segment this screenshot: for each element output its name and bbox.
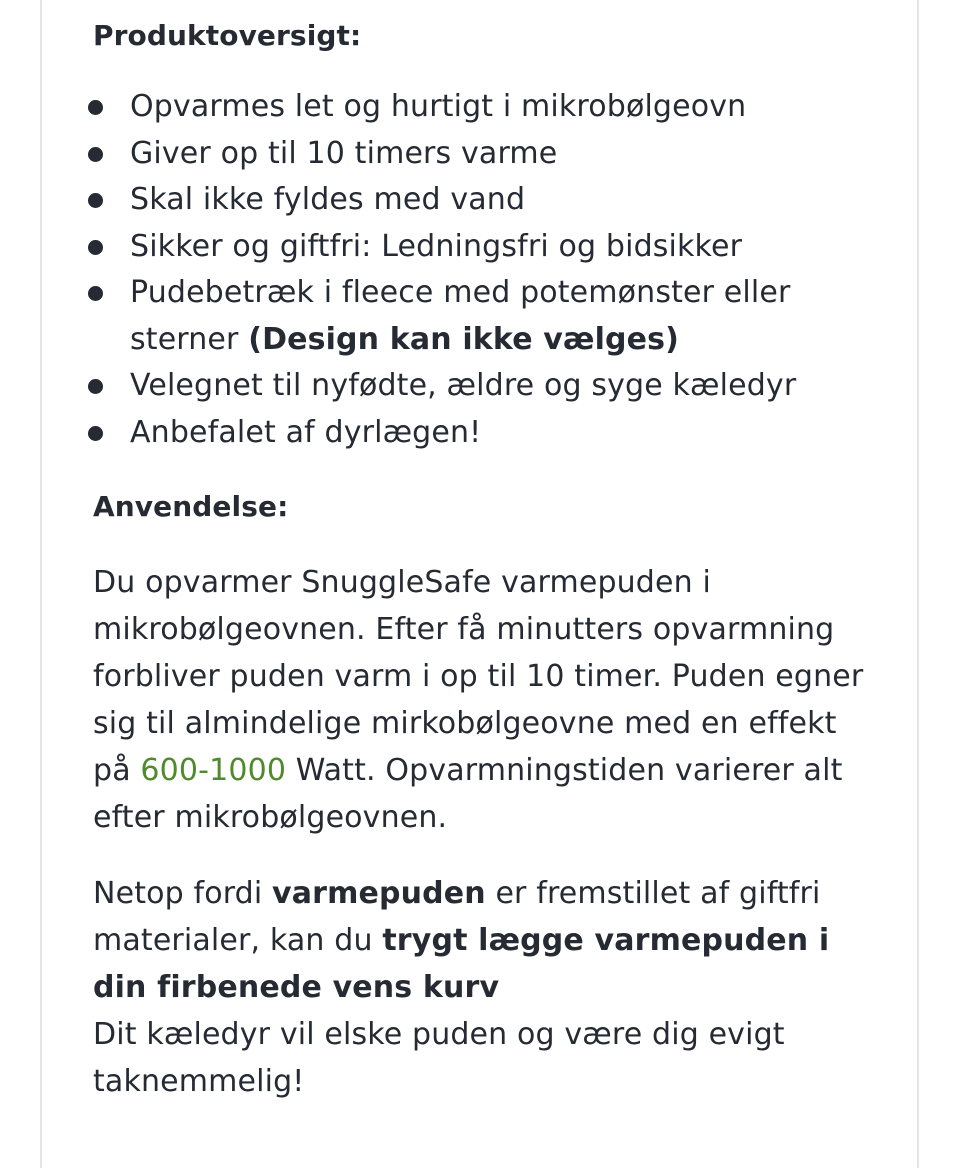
feature-item bbox=[93, 131, 883, 178]
overview-heading: Produktoversigt: bbox=[93, 19, 362, 52]
feature-text: Skal ikke fyldes med vand bbox=[130, 182, 526, 217]
feature-text: Sikker og giftfri: Ledningsfri og bidsikker bbox=[130, 228, 743, 264]
usage-text: Watt. Opvarmningstiden varierer alt efter mikrobølgeovnen. bbox=[93, 753, 843, 835]
wattage-highlight: 600-1000 bbox=[140, 753, 287, 788]
feature-item bbox=[93, 363, 883, 410]
usage-heading: Anvendelse: bbox=[93, 490, 289, 523]
safety-bold: trygt lægge varmepuden i din firbenede vens kurv bbox=[93, 923, 830, 1005]
feature-item bbox=[93, 224, 883, 271]
feature-text: Giver op til 10 timers varme bbox=[130, 135, 558, 171]
safety-text: Dit kæledyr vil elske puden og være dig evigt taknemmelig! bbox=[93, 1017, 785, 1099]
bullet-icon bbox=[88, 240, 103, 255]
bullet-icon bbox=[88, 193, 103, 208]
safety-bold: varmepuden bbox=[272, 876, 486, 911]
usage-paragraph bbox=[93, 559, 883, 841]
usage-text: Du opvarmer SnuggleSafe varmepuden i mikrobølgeovnen. Efter få minutters opvarmning forbliver puden varm i op til 10 timer. Puden egner sig til almindelige mirkobølgeovne med en effekt på bbox=[93, 565, 864, 788]
bullet-icon bbox=[88, 426, 103, 441]
safety-paragraph bbox=[93, 870, 883, 1105]
feature-text: Pudebetræk i fleece med potemønster eller sterner bbox=[130, 275, 791, 357]
feature-list bbox=[93, 84, 883, 456]
feature-text: Velegnet til nyfødte, ældre og syge kæledyr bbox=[130, 368, 797, 403]
feature-bold-note: (Design kan ikke vælges) bbox=[248, 321, 680, 357]
bullet-icon bbox=[88, 100, 103, 115]
feature-text: Opvarmes let og hurtigt i mikrobølgeovn bbox=[130, 89, 747, 124]
feature-item bbox=[93, 410, 883, 457]
bullet-icon bbox=[88, 286, 103, 301]
product-description-content bbox=[93, 0, 883, 1105]
feature-item bbox=[93, 177, 883, 224]
safety-text: er fremstillet af giftfri materialer, kan du bbox=[93, 876, 821, 958]
safety-text: Netop fordi bbox=[93, 876, 273, 911]
feature-text: Anbefalet af dyrlægen! bbox=[130, 414, 482, 450]
feature-item bbox=[93, 270, 883, 363]
product-description-card bbox=[40, 0, 919, 1168]
bullet-icon bbox=[88, 379, 103, 394]
bullet-icon bbox=[88, 147, 103, 162]
feature-item bbox=[93, 84, 883, 131]
